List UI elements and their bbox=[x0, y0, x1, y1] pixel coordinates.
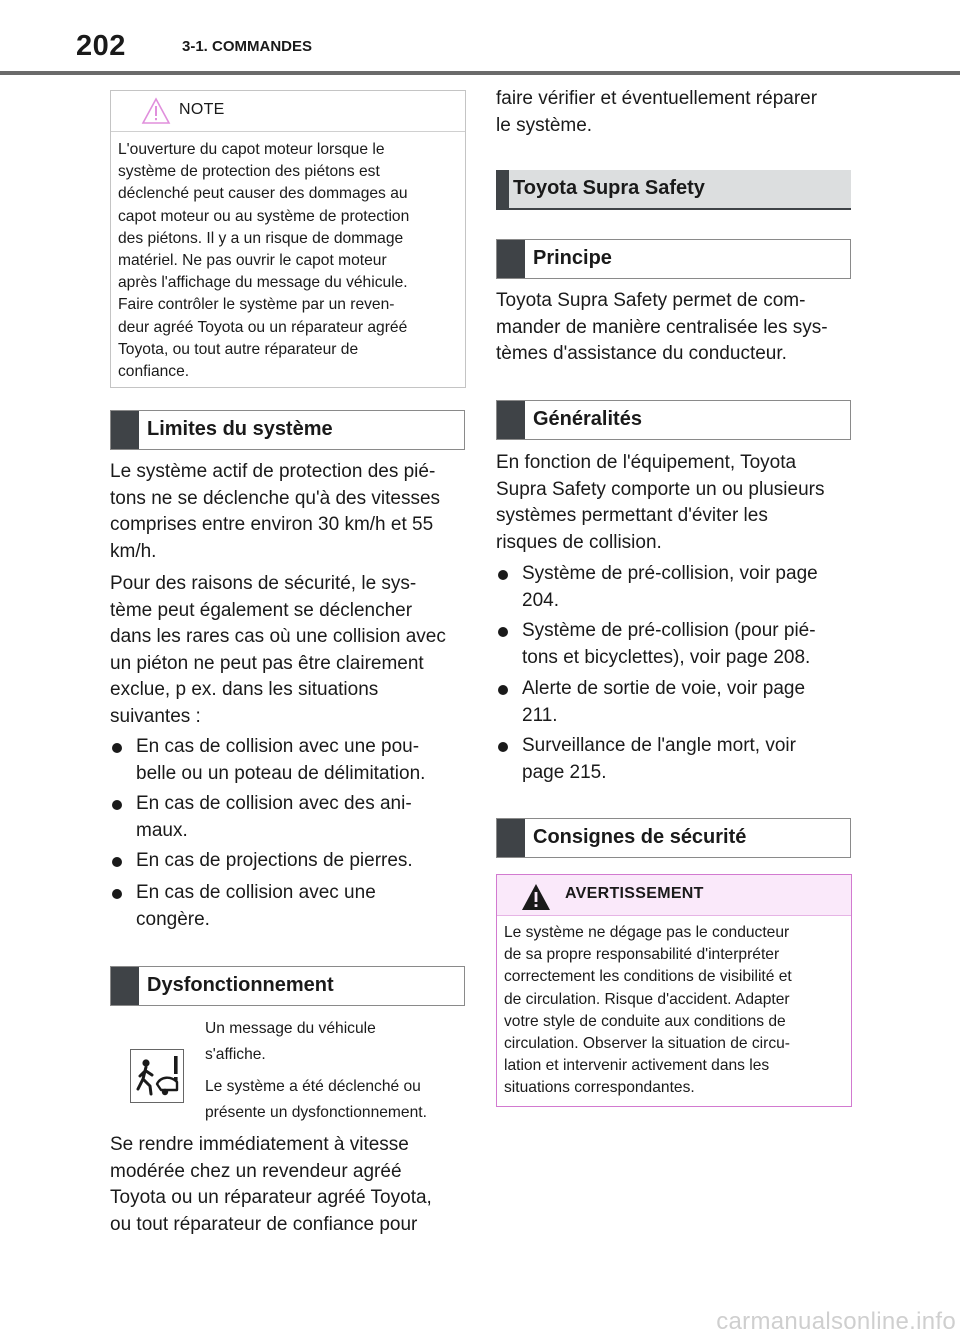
text-line: tons et bicyclettes), voir page 208. bbox=[522, 646, 811, 668]
warning-line: situations correspondantes. bbox=[504, 1079, 695, 1097]
warning-line: Le système ne dégage pas le conducteur bbox=[504, 924, 790, 941]
page-number: 202 bbox=[76, 30, 126, 62]
text-line: km/h. bbox=[110, 540, 157, 562]
text-line: Le système actif de protection des pié- bbox=[110, 461, 436, 482]
heading-marker bbox=[497, 240, 525, 278]
limits-paragraph-2 bbox=[110, 571, 466, 731]
list-item bbox=[496, 733, 852, 786]
text-line: En cas de collision avec une pou- bbox=[136, 736, 420, 757]
vehicle-message-detail bbox=[205, 1074, 465, 1126]
text-line: Alerte de sortie de voie, voir page bbox=[522, 678, 806, 699]
limits-paragraph-1 bbox=[110, 459, 466, 565]
text-line: Le système a été déclenché ou bbox=[205, 1078, 421, 1095]
text-line: Toyota ou un réparateur agréé Toyota, bbox=[110, 1187, 432, 1209]
text-line: maux. bbox=[136, 819, 188, 841]
heading-marker bbox=[496, 170, 509, 208]
heading-safety-instructions bbox=[496, 818, 851, 858]
text-line: un piéton ne peut pas être clairement bbox=[110, 652, 424, 674]
heading-toyota-supra-safety bbox=[496, 170, 851, 210]
note-header bbox=[111, 91, 465, 132]
general-paragraph bbox=[496, 450, 852, 556]
text-line: congère. bbox=[136, 908, 210, 930]
note-line: Faire contrôler le système par un reven- bbox=[118, 296, 395, 314]
heading-text: Dysfonctionnement bbox=[147, 974, 334, 996]
text-line: présente un dysfonctionnement. bbox=[205, 1104, 427, 1121]
list-item bbox=[496, 561, 852, 614]
text-line: Pour des raisons de sécurité, le sys- bbox=[110, 573, 417, 594]
warning-line: lation et intervenir activement dans les bbox=[504, 1057, 770, 1075]
bullet-icon bbox=[112, 743, 122, 753]
text-line: belle ou un poteau de délimitation. bbox=[136, 762, 426, 784]
bullet-icon bbox=[498, 685, 508, 695]
warning-line: circulation. Observer la situation de circu- bbox=[504, 1035, 791, 1053]
note-line: des piétons. Il y a un risque de dommage bbox=[118, 229, 404, 247]
text-line: Un message du véhicule bbox=[205, 1020, 376, 1037]
text-line: En cas de projections de pierres. bbox=[136, 850, 413, 871]
bullet-icon bbox=[498, 570, 508, 580]
watermark: carmanualsonline.info bbox=[716, 1308, 956, 1335]
note-line: déclenché peut causer des dommages au bbox=[118, 185, 408, 203]
heading-text: Limites du système bbox=[147, 418, 333, 440]
list-item bbox=[110, 791, 466, 844]
note-line: L'ouverture du capot moteur lorsque le bbox=[118, 141, 385, 158]
section-title: 3-1. COMMANDES bbox=[182, 38, 313, 55]
warning-line: de circulation. Risque d'accident. Adapter bbox=[504, 990, 790, 1008]
header-rule bbox=[0, 71, 960, 75]
heading-text: Généralités bbox=[533, 408, 642, 430]
list-item bbox=[110, 734, 466, 787]
text-line: s'affiche. bbox=[205, 1046, 266, 1063]
note-line: Toyota, ou tout autre réparateur de bbox=[118, 340, 359, 358]
note-line: système de protection des piétons est bbox=[118, 163, 380, 181]
text-line: tème peut également se déclencher bbox=[110, 599, 413, 621]
heading-text: Consignes de sécurité bbox=[533, 826, 747, 848]
heading-marker bbox=[497, 401, 525, 439]
note-title: NOTE bbox=[179, 101, 225, 118]
heading-principle bbox=[496, 239, 851, 279]
text-line: Système de pré-collision (pour pié- bbox=[522, 620, 816, 641]
text-line: page 215. bbox=[522, 761, 607, 783]
warning-box bbox=[496, 874, 852, 1107]
text-line: tèmes d'assistance du conducteur. bbox=[496, 343, 787, 365]
text-line: modérée chez un revendeur agréé bbox=[110, 1160, 402, 1182]
text-line: ou tout réparateur de confiance pour bbox=[110, 1213, 418, 1235]
heading-marker bbox=[111, 967, 139, 1005]
text-line: le système. bbox=[496, 114, 593, 136]
text-line: Surveillance de l'angle mort, voir bbox=[522, 735, 796, 756]
text-line: exclue, p ex. dans les situations bbox=[110, 679, 379, 701]
pedestrian-warning-icon bbox=[130, 1049, 184, 1103]
text-line: tons ne se déclenche qu'à des vitesses bbox=[110, 487, 441, 509]
list-item bbox=[110, 848, 466, 875]
text-line: Toyota Supra Safety permet de com- bbox=[496, 290, 806, 311]
text-line: faire vérifier et éventuellement réparer bbox=[496, 88, 818, 109]
note-line: capot moteur ou au système de protection bbox=[118, 207, 410, 225]
text-line: risques de collision. bbox=[496, 531, 662, 553]
heading-marker bbox=[111, 411, 139, 449]
warning-body bbox=[497, 916, 851, 1110]
text-line: En cas de collision avec des ani- bbox=[136, 793, 412, 814]
principle-paragraph bbox=[496, 288, 852, 368]
heading-malfunction bbox=[110, 966, 465, 1006]
vehicle-message-text bbox=[205, 1016, 465, 1068]
note-line: matériel. Ne pas ouvrir le capot moteur bbox=[118, 252, 387, 270]
warning-line: votre style de conduite aux conditions de bbox=[504, 1012, 786, 1030]
bullet-icon bbox=[112, 857, 122, 867]
warning-title: AVERTISSEMENT bbox=[565, 885, 704, 902]
warning-line: correctement les conditions de visibilité et bbox=[504, 968, 792, 986]
note-line: confiance. bbox=[118, 363, 190, 381]
text-line: En cas de collision avec une bbox=[136, 882, 376, 903]
heading-general bbox=[496, 400, 851, 440]
note-box bbox=[110, 90, 466, 388]
note-line: après l'affichage du message du véhicule. bbox=[118, 274, 408, 292]
heading-text: Principe bbox=[533, 247, 612, 269]
list-item bbox=[110, 880, 466, 933]
heading-text: Toyota Supra Safety bbox=[513, 177, 705, 199]
note-body bbox=[111, 132, 465, 393]
text-line: Système de pré-collision, voir page bbox=[522, 563, 818, 584]
text-line: systèmes permettant d'éviter les bbox=[496, 505, 768, 527]
bullet-icon bbox=[112, 889, 122, 899]
warning-triangle-icon bbox=[521, 883, 551, 911]
text-line: 211. bbox=[522, 704, 558, 726]
bullet-icon bbox=[498, 627, 508, 637]
final-paragraph bbox=[110, 1132, 466, 1238]
text-line: suivantes : bbox=[110, 705, 201, 727]
bullet-icon bbox=[498, 742, 508, 752]
note-line: deur agréé Toyota ou un réparateur agréé bbox=[118, 318, 408, 336]
text-line: En fonction de l'équipement, Toyota bbox=[496, 452, 797, 473]
text-line: mander de manière centralisée les sys- bbox=[496, 316, 828, 338]
text-line: dans les rares cas où une collision avec bbox=[110, 626, 446, 648]
heading-limits bbox=[110, 410, 465, 450]
list-item bbox=[496, 618, 852, 671]
warning-triangle-icon bbox=[141, 97, 171, 125]
text-line: 204. bbox=[522, 589, 559, 611]
bullet-icon bbox=[112, 800, 122, 810]
warning-header bbox=[497, 875, 851, 916]
continued-paragraph bbox=[496, 86, 852, 139]
page-header bbox=[0, 0, 960, 76]
text-line: Se rendre immédiatement à vitesse bbox=[110, 1134, 409, 1155]
list-item bbox=[496, 676, 852, 729]
heading-marker bbox=[497, 819, 525, 857]
warning-line: de sa propre responsabilité d'interpréter bbox=[504, 946, 780, 964]
text-line: Supra Safety comporte un ou plusieurs bbox=[496, 478, 825, 500]
text-line: comprises entre environ 30 km/h et 55 bbox=[110, 514, 434, 536]
